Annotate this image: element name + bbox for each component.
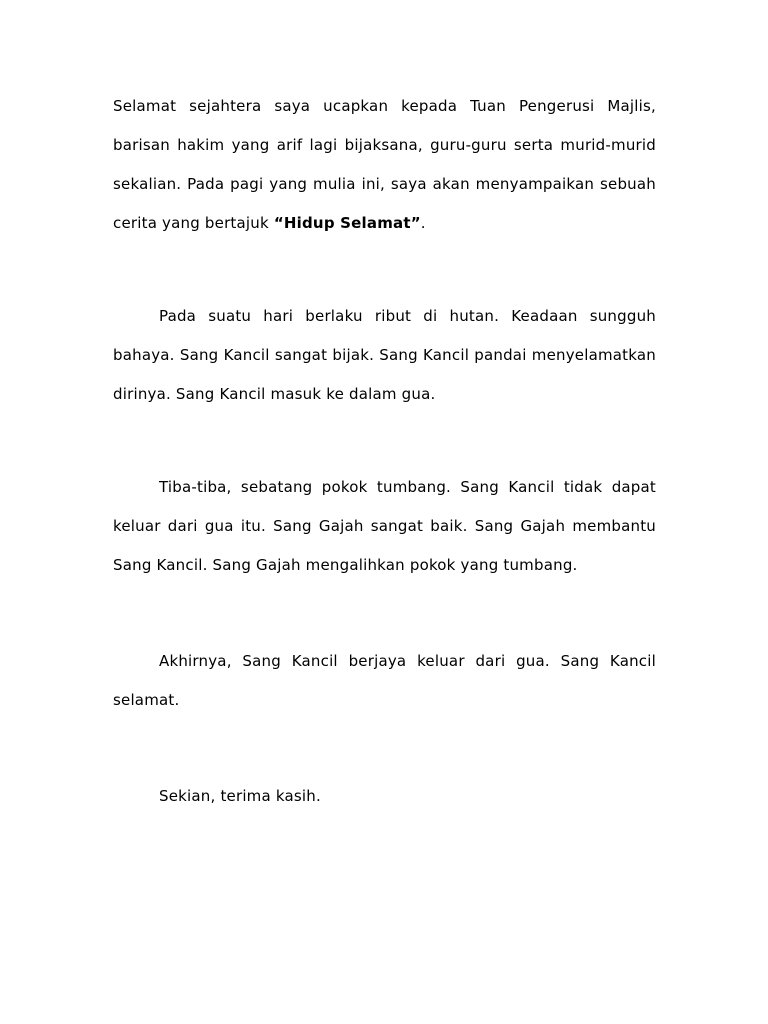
story-paragraph-1: Pada suatu hari berlaku ribut di hutan. Keadaan sungguh bahaya. Sang Kancil sangat bijak. Sang Kancil pandai menyelamatkan dirinya. Sang Kancil masuk ke dalam gua. [113, 307, 656, 403]
story-paragraph-3: Akhirnya, Sang Kancil berjaya keluar dari gua. Sang Kancil selamat. [113, 652, 656, 709]
story-title: “Hidup Selamat” [273, 214, 421, 232]
intro-text: Selamat sejahtera saya ucapkan kepada Tuan Pengerusi Majlis, barisan hakim yang arif lagi bijaksana, guru-guru serta murid-murid sekalian. Pada pagi yang mulia ini, saya akan menyampaikan sebuah cerita yang bertajuk [113, 97, 656, 232]
closing-paragraph: Sekian, terima kasih. [159, 787, 321, 805]
story-paragraph-2: Tiba-tiba, sebatang pokok tumbang. Sang Kancil tidak dapat keluar dari gua itu. Sang Gajah sangat baik. Sang Gajah membantu Sang Kancil. Sang Gajah mengalihkan pokok yang tumbang. [113, 478, 656, 574]
intro-end: . [420, 214, 426, 232]
intro-paragraph [113, 87, 656, 243]
